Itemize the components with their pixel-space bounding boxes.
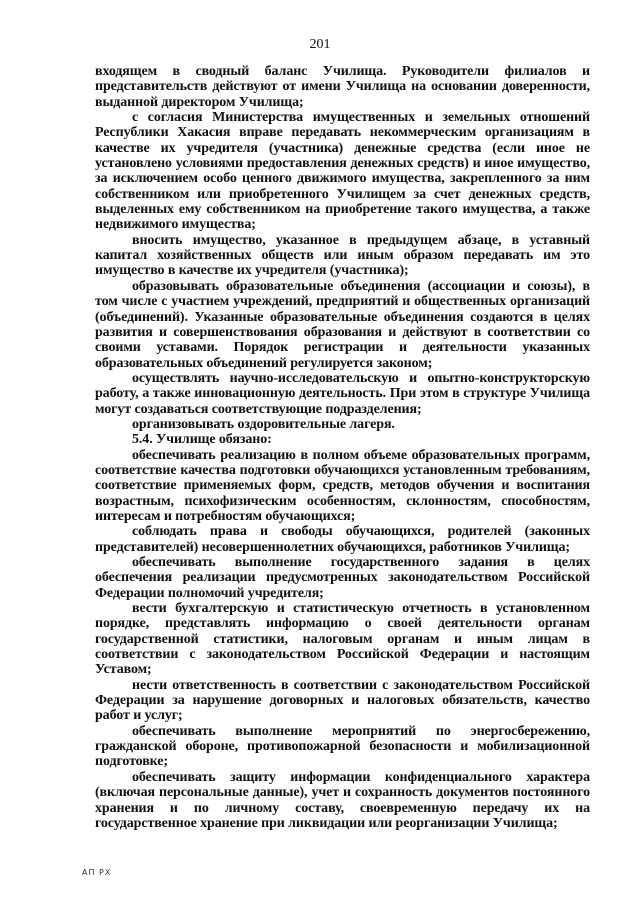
- paragraph: образовывать образовательные объединения (ассоциации и союзы), в том числе с участием учреждений, предприятий и общественных организаций (объединений). Указанные образовательные объединения создаются в целях развития и совершенствования образования и действуют в соответствии со своими уставами. Порядок регистрации и деятельности указанных образовательных объединений регулируется законом;: [95, 278, 590, 371]
- paragraph: организовывать оздоровительные лагеря.: [132, 416, 395, 432]
- paragraph: вести бухгалтерскую и статистическую отчетность в установленном порядке, представлять информацию о своей деятельности органам государственной статистики, налоговым органам и иным лицам в соответствии с законодательством Российской Федерации и настоящим Уставом;: [95, 601, 590, 678]
- paragraph-continuation: входящем в сводный баланс Училища. Руководители филиалов и представительств действуют от имени Училища на основании доверенности, выданной директором Училища;: [95, 64, 590, 110]
- paragraph: обеспечивать выполнение мероприятий по энергосбережению, гражданской обороне, противопожарной безопасности и мобилизационной подготовке;: [95, 723, 590, 770]
- page-number: 201: [309, 37, 331, 52]
- footer-stamp: АП РХ: [82, 868, 112, 877]
- paragraph: обеспечивать защиту информации конфиденциального характера (включая персональные данные), учет и сохранность документов постоянного хранения и по личному составу, своевременную передачу их на государственное хранение при ликвидации или реорганизации Училища;: [95, 769, 590, 831]
- paragraph: соблюдать права и свободы обучающихся, родителей (законных представителей) несовершеннолетних обучающихся, работников Училища;: [95, 524, 590, 555]
- paragraph: обеспечивать реализацию в полном объеме образовательных программ, соответствие качества подготовки обучающихся установленным требованиям, соответствие применяемых форм, средств, методов обучения и воспитания возрастным, психофизическим особенностям, склонностям, способностям, интересам и потребностям обучающихся;: [95, 447, 590, 524]
- paragraph: нести ответственность в соответствии с законодательством Российской Федерации за нарушение договорных и налоговых обязательств, качество работ и услуг;: [95, 677, 590, 724]
- document-body: [95, 64, 590, 831]
- paragraph: с согласия Министерства имущественных и земельных отношений Республики Хакасия вправе передавать некоммерческим организациям в качестве их учредителя (участника) денежные средства (если иное не установлено условиями предоставления денежных средств) и иное имущество, за исключением особо ценного движимого имущества, закрепленного за ним собственником или приобретенного Училищем за счет денежных средств, выделенных ему собственником на приобретение такого имущества, а также недвижимого имущества;: [95, 110, 590, 233]
- paragraph: осуществлять научно-исследовательскую и опытно-конструкторскую работу, а также инновационную деятельность. При этом в структуре Училища могут создаваться соответствующие подразделения;: [95, 370, 590, 417]
- section-heading: 5.4. Училище обязано:: [132, 432, 272, 448]
- paragraph: вносить имущество, указанное в предыдущем абзаце, в уставный капитал хозяйственных обществ или иным образом передавать им это имущество в качестве их учредителя (участника);: [95, 232, 590, 279]
- paragraph: обеспечивать выполнение государственного задания в целях обеспечения реализации предусмотренных законодательством Российской Федерации полномочий учредителя;: [95, 555, 590, 601]
